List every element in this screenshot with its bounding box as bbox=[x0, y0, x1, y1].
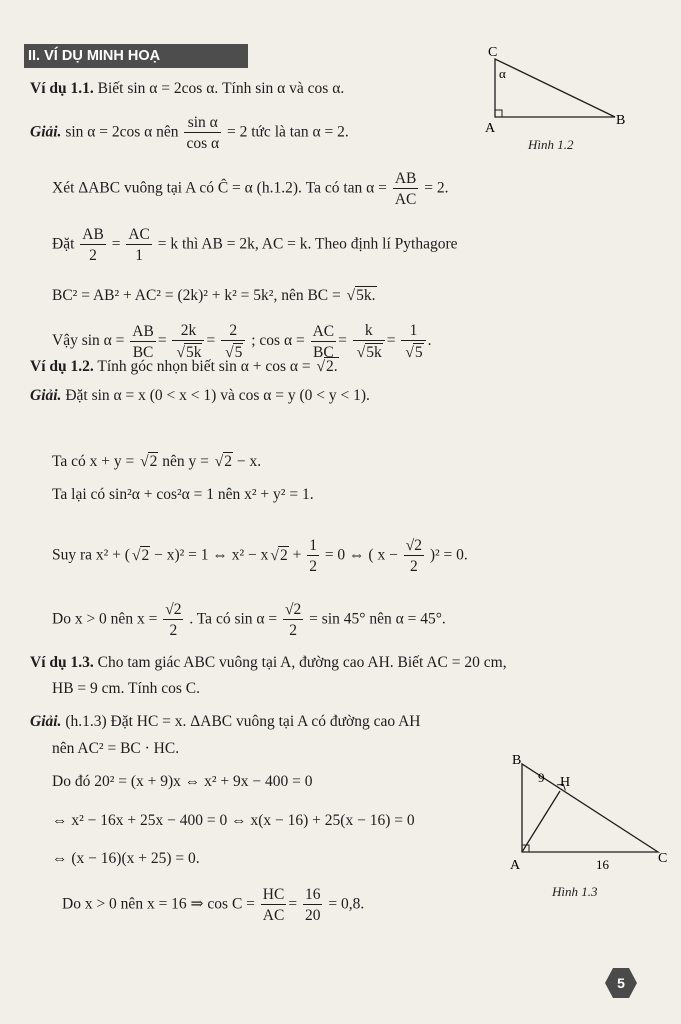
math-text: Xét ΔABC vuông tại A có bbox=[52, 179, 214, 197]
solution-label: Giải. bbox=[30, 713, 62, 730]
solution-label: Giải. bbox=[30, 123, 62, 141]
label-b: B bbox=[616, 113, 626, 128]
fraction: 2 √ 5 bbox=[221, 322, 245, 361]
example-1-1-solution-line-5: Vậy sin α = $\frac{AB}{BC}$ = 2k √ 5k = 2 √ 5 ; cos α = $\frac{AC}{BC}$ = k √ 5k = 1 √ 5 . bbox=[52, 322, 432, 361]
example-1-1-problem bbox=[30, 80, 344, 98]
math-text: Do x > 0 nên x = bbox=[52, 610, 158, 628]
figure-1-2-caption: Hình 1.2 bbox=[528, 137, 574, 152]
example-1-2-solution-line-4: Suy ra x² + (√ 2 − x)² = 1 ⇔ x² − x√ 2 + $\frac{1}{2}$ = 0 ⇔ ( x − $\frac{√2}{2}$ )² = 0. bbox=[52, 537, 468, 575]
math-text: Ĉ = α bbox=[217, 179, 253, 197]
fraction: k √ 5k bbox=[353, 322, 385, 361]
figure-1-2 bbox=[480, 44, 630, 134]
math-text: (h.1.2). Ta có tan α = bbox=[256, 179, 387, 197]
label-h: H bbox=[560, 775, 571, 790]
example-1-2-solution-line-5 bbox=[52, 601, 446, 639]
example-label: Ví dụ 1.1. bbox=[30, 80, 94, 97]
label-9: 9 bbox=[538, 770, 545, 785]
math-text: − x)² = 1 ⇔ x² − x bbox=[154, 546, 269, 564]
example-1-3-solution-line-4: ⇔ x² − 16x + 25x − 400 = 0 ⇔ x(x − 16) + 25(x − 16) = 0 bbox=[52, 812, 415, 829]
label-a: A bbox=[510, 858, 521, 873]
math-text: = sin 45° nên α = 45°. bbox=[309, 610, 446, 628]
math-text: nên y = bbox=[162, 453, 209, 470]
math-text: Do x > 0 nên x = 16 ⇒ cos C = bbox=[62, 895, 255, 913]
fraction: $\frac{AB}{AC}$ bbox=[394, 170, 417, 209]
math-text: − x. bbox=[236, 453, 262, 470]
label-16: 16 bbox=[596, 857, 609, 872]
example-label: Ví dụ 1.2. bbox=[30, 358, 94, 375]
math-text: + bbox=[292, 546, 302, 564]
math-text: Đặt bbox=[52, 235, 75, 253]
math-text: ; cos α = bbox=[251, 332, 305, 350]
math-text: = 0,8. bbox=[328, 895, 365, 913]
label-c: C bbox=[488, 45, 498, 60]
problem-text: Tính góc nhọn biết sin α + cos α = bbox=[97, 358, 311, 375]
example-1-3-solution-line-5: ⇔ (x − 16)(x + 25) = 0. bbox=[52, 850, 200, 867]
math-text: = bbox=[111, 235, 121, 253]
example-label: Ví dụ 1.3. bbox=[30, 654, 94, 671]
solution-label: Giải. bbox=[30, 387, 62, 404]
math-text: sin α = 2cos α nên bbox=[65, 123, 179, 141]
fraction: $\frac{HC}{AC}$ bbox=[262, 886, 285, 925]
math-text: Đặt sin α = x (0 < x < 1) và cos α = y (0 < y < 1). bbox=[65, 387, 370, 404]
figure-1-3 bbox=[500, 752, 672, 878]
fraction: $\frac{\text{sin α}}{\text{cos α}}$ bbox=[186, 114, 220, 153]
example-1-3-problem-line-1 bbox=[30, 654, 507, 672]
math-text: = 2 tức là tan α = 2. bbox=[226, 123, 349, 141]
fraction: $\frac{AC}{1}$ bbox=[128, 226, 150, 265]
example-1-2-solution-line-1 bbox=[30, 387, 370, 405]
example-1-1-solution-line-2 bbox=[52, 170, 448, 208]
math-text: Suy ra x² + ( bbox=[52, 546, 130, 564]
sqrt: √ 2. bbox=[324, 357, 338, 375]
math-text: = k thì AB = 2k, AC = k. Theo định lí Pythagore bbox=[157, 235, 458, 253]
page-number: 5 bbox=[617, 975, 625, 991]
example-1-3-solution-line-1 bbox=[30, 713, 421, 731]
example-1-3-solution-line-2: nên AC² = BC · HC. bbox=[52, 740, 180, 757]
right-angle-mark bbox=[495, 110, 502, 117]
fraction: $\frac{1}{2}$ bbox=[309, 537, 317, 576]
math-text: Ta có x + y = bbox=[52, 453, 135, 470]
example-1-2-solution-line-3: Ta lại có sin²α + cos²α = 1 nên x² + y² = 1. bbox=[52, 486, 314, 503]
example-1-3-solution-line-6: Do x > 0 nên x = 16 ⇒ cos C = $\frac{HC}{AC}$ = $\frac{16}{20}$ = 0,8. bbox=[62, 886, 365, 925]
hexagon-icon bbox=[604, 966, 638, 1000]
example-1-1-solution-line-4 bbox=[52, 286, 377, 305]
label-c: C bbox=[658, 851, 668, 866]
fraction: $\frac{16}{20}$ bbox=[304, 886, 321, 925]
example-1-3-problem-line-2: HB = 9 cm. Tính cos C. bbox=[52, 680, 200, 697]
math-text: )² = 0. bbox=[429, 546, 468, 564]
math-text: Vậy sin α = bbox=[52, 332, 125, 350]
math-text: = 2. bbox=[424, 179, 449, 197]
math-text: (h.1.3) Đặt HC = x. ΔABC vuông tại A có đường cao AH bbox=[65, 713, 421, 730]
altitude-ah bbox=[522, 791, 560, 852]
fraction: $\frac{√2}{2}$ bbox=[405, 537, 422, 576]
triangle-abc bbox=[495, 59, 615, 117]
example-1-1-solution-line-1 bbox=[30, 114, 349, 152]
fraction: 2k √ 5k bbox=[172, 322, 204, 361]
fraction: $\frac{√2}{2}$ bbox=[165, 601, 182, 640]
example-1-3-solution-line-3: Do đó 20² = (x + 9)x ⇔ x² + 9x − 400 = 0 bbox=[52, 773, 313, 790]
page-number-badge bbox=[604, 966, 638, 1000]
fraction: $\frac{AB}{2}$ bbox=[82, 226, 104, 265]
example-1-2-solution-line-2: Ta có x + y = √ 2 nên y = √ 2 − x. bbox=[52, 452, 261, 471]
label-a: A bbox=[485, 121, 496, 134]
section-header: II. VÍ DỤ MINH HOẠ bbox=[24, 44, 248, 68]
fraction: 1 √ 5 bbox=[401, 322, 425, 361]
problem-text: Biết sin α = 2cos α. Tính sin α và cos α. bbox=[97, 80, 345, 97]
label-b: B bbox=[512, 753, 522, 768]
sqrt: √ 5k. bbox=[355, 286, 377, 304]
math-text: BC² = AB² + AC² = (2k)² + k² = 5k², nên BC = bbox=[52, 287, 341, 304]
label-alpha: α bbox=[499, 66, 506, 81]
problem-text: Cho tam giác ABC vuông tại A, đường cao AH. Biết AC = 20 cm, bbox=[97, 654, 507, 671]
figure-1-3-caption: Hình 1.3 bbox=[552, 884, 598, 899]
math-text: = 0 ⇔ ( x − bbox=[324, 546, 398, 564]
math-text: . Ta có sin α = bbox=[189, 610, 278, 628]
example-1-1-solution-line-3 bbox=[52, 226, 458, 264]
fraction: $\frac{AB}{BC}$ bbox=[132, 322, 154, 361]
fraction: $\frac{AC}{BC}$ bbox=[312, 322, 335, 361]
fraction: $\frac{√2}{2}$ bbox=[285, 601, 302, 640]
example-1-2-problem bbox=[30, 357, 339, 376]
